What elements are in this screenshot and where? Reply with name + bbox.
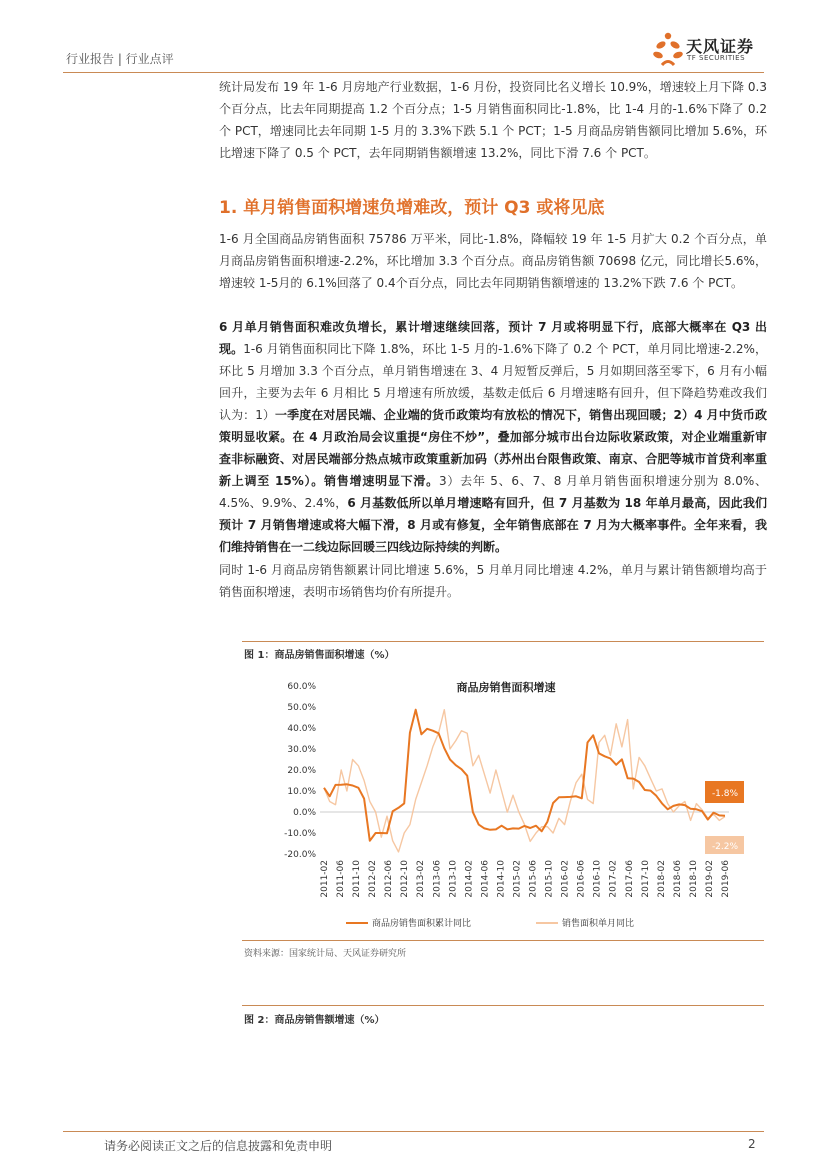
x-tick-label: 2016-06	[576, 860, 587, 898]
y-tick-label: 30.0%	[287, 745, 316, 755]
sales-area-growth-chart	[244, 664, 744, 936]
x-tick-label: 2012-02	[368, 860, 379, 898]
section-paragraph-2	[219, 316, 767, 558]
figure2-title: 图 2：商品房销售额增速（%）	[244, 1015, 385, 1026]
y-tick-label: 50.0%	[287, 703, 316, 713]
brand-mark-icon	[650, 30, 686, 70]
x-tick-label: 2013-02	[416, 860, 427, 898]
key-point-1: 6 月单月销售面积难改负增长，累计增速继续回落，预计 7 月或将明显下行，底部大概率在 Q3 出现。	[219, 320, 767, 356]
figure1-bottom-rule	[242, 940, 764, 941]
y-tick-label: -20.0%	[284, 850, 316, 860]
y-tick-label: -10.0%	[284, 829, 316, 839]
x-tick-label: 2016-02	[560, 860, 571, 898]
section-paragraph-3: 同时 1-6 月商品房销售额累计同比增速 5.6%，5 月单月同比增速 4.2%，单月与累计销售额增均高于销售面积增速，表明市场销售均价有所提升。	[219, 563, 767, 599]
footer-divider	[63, 1131, 764, 1132]
figure1-title: 图 1：商品房销售面积增速（%）	[244, 650, 395, 661]
chart-title: 商品房销售面积增速	[456, 681, 556, 694]
paragraph-text-1: 1-6 月销售面积同比下降 1.8%，环比 1-5 月的-1.6%下降了 0.2 个 PCT，单月同比增速-2.2%，环比 5 月增加 3.3 个百分点，单月销售增速在 3、4 月短暂反弹后，5 月如期回落至零下，6 月有小幅回升，主要为去年 6 月相比 5 月增速有所放缓，基数走低后 6 月增速略有回升，但下降趋势难改我们认为：1）	[219, 342, 767, 422]
series-line-monthly	[324, 710, 725, 852]
x-tick-label: 2011-02	[320, 860, 330, 898]
legend-label-cumulative: 商品房销售面积累计同比	[372, 919, 472, 929]
annotation-label-monthly: -2.2%	[711, 842, 739, 852]
y-tick-label: 40.0%	[287, 724, 316, 734]
section-paragraph-1: 1-6 月全国商品房销售面积 75786 万平米，同比-1.8%，降幅较 19 年 1-5 月扩大 0.2 个百分点，单月商品房销售面积增速-2.2%，环比增加 3.3 个百分点。商品房销售额 70698 亿元，同比增长5.6%，增速较 1-5月的 6.1%回落了 0.4个百分点，同比去年同期销售额增速的 13.2%下跌 7.6 个 PCT。	[219, 232, 767, 290]
y-tick-label: 0.0%	[293, 808, 316, 818]
x-tick-label: 2017-10	[640, 860, 651, 898]
key-point-3: 6 月基数低所以单月增速略有回升，但 7 月基数为 18 年单月最高，因此我们预计 7 月销售增速或将大幅下滑，8 月或有修复，全年销售底部在 7 月为大概率事件。全年来看，我们维持销售在一二线边际回暖三四线边际持续的判断。	[219, 496, 767, 554]
figure1-source: 资料来源：国家统计局、天风证券研究所	[244, 949, 407, 959]
header-divider	[63, 72, 764, 73]
brand-logo	[650, 30, 770, 72]
footer-disclaimer: 请务必阅读正文之后的信息披露和免责申明	[104, 1139, 333, 1153]
annotation-label-cumulative: -1.8%	[711, 789, 739, 799]
brand-name-en: TF SECURITIES	[687, 54, 746, 62]
x-tick-label: 2016-10	[592, 860, 603, 898]
intro-paragraph: 统计局发布 19 年 1-6 月房地产行业数据，1-6 月份，投资同比名义增长 10.9%，增速较上月下降 0.3 个百分点，比去年同期提高 1.2 个百分点；1-5 月销售面积同比-1.8%，比 1-4 月的-1.6%下降了 0.2 个 PCT，增速同比去年同期 1-5 月的 3.3%下跌 5.1 个 PCT；1-5 月商品房销售额同比增加 5.6%，环比增速下降了 0.5 个 PCT，去年同期销售额增速 13.2%，同比下滑 7.6 个 PCT。	[219, 80, 767, 160]
x-tick-label: 2013-10	[448, 860, 459, 898]
x-tick-label: 2019-06	[721, 860, 731, 898]
figure1-top-rule	[242, 641, 764, 642]
brand-name: 天风证券	[686, 37, 755, 56]
x-tick-label: 2017-02	[608, 860, 619, 898]
x-tick-label: 2015-02	[512, 860, 523, 898]
legend-label-monthly: 销售面积单月同比	[562, 919, 635, 929]
section-title: 1. 单月销售面积增速负增难改，预计 Q3 或将见底	[219, 198, 605, 218]
paragraph-text-2: 3）去年 5、6、7、8 月单月销售面积增速分别为 8.0%、4.5%、9.9%、2.4%，	[219, 474, 768, 510]
page-number: 2	[748, 1137, 756, 1151]
figure2-top-rule	[242, 1005, 764, 1006]
y-tick-label: 20.0%	[287, 766, 316, 776]
x-tick-label: 2017-06	[624, 860, 635, 898]
x-tick-label: 2018-02	[656, 860, 667, 898]
x-tick-label: 2011-06	[336, 860, 347, 898]
report-category: 行业报告 | 行业点评	[66, 52, 174, 66]
x-tick-label: 2012-06	[384, 860, 395, 898]
x-tick-label: 2011-10	[352, 860, 363, 898]
x-tick-label: 2018-10	[688, 860, 699, 898]
y-tick-label: 10.0%	[287, 787, 316, 797]
x-tick-label: 2014-06	[480, 860, 491, 898]
series-line-cumulative	[324, 710, 725, 841]
x-tick-label: 2019-02	[704, 860, 715, 898]
x-tick-label: 2012-10	[400, 860, 411, 898]
key-point-2: 一季度在对居民端、企业端的货币政策均有放松的情况下，销售出现回暖；2）4 月中货币政策明显收紧。在 4 月政治局会议重提“房住不炒”，叠加部分城市出台边际收紧政策，对企业端重新审查非标融资、对居民端部分热点城市政策重新加码（苏州出台限售政策、南京、合肥等城市首贷利率重新上调至 15%）。销售增速明显下滑。	[219, 408, 767, 488]
x-tick-label: 2015-06	[528, 860, 539, 898]
y-tick-label: 60.0%	[287, 682, 316, 692]
x-tick-label: 2013-06	[432, 860, 443, 898]
x-tick-label: 2014-10	[496, 860, 507, 898]
x-tick-label: 2018-06	[672, 860, 683, 898]
x-tick-label: 2015-10	[544, 860, 555, 898]
x-tick-label: 2014-02	[464, 860, 475, 898]
